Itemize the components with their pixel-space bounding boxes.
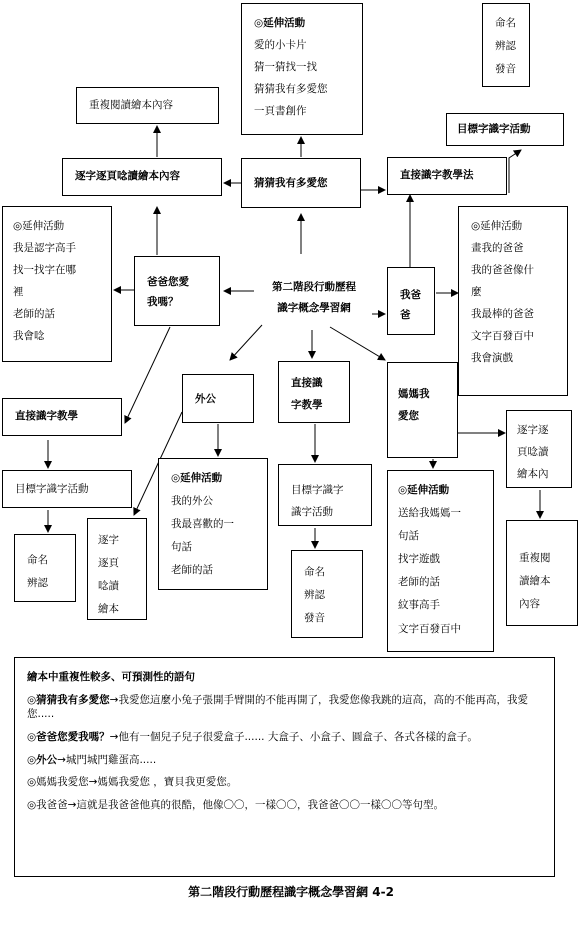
ext-left-line: 我會唸 (13, 330, 45, 343)
repeat-right-box (506, 520, 578, 626)
ext-mommy-line: 老師的話 (398, 576, 440, 589)
target-mid-box (278, 464, 372, 526)
recog-top-right-box (482, 3, 530, 87)
center-line: 識字概念學習網 (277, 302, 351, 314)
repeat-right-line: 內容 (519, 598, 540, 611)
arrow-center-waigong (230, 325, 262, 360)
pointread-bottom-line: 唸讀 (98, 580, 119, 593)
mydad-box (387, 267, 435, 335)
ext-left-line: ◎延伸活動 (13, 220, 65, 232)
recog-left-box (14, 534, 76, 602)
ext-mommy-line: 送給我媽媽一 (398, 507, 461, 520)
ext-left-box (2, 206, 112, 362)
ext-guess-line: 愛的小卡片 (254, 39, 307, 52)
ext-right-line: 文字百發百中 (471, 330, 534, 343)
ext-right-box (458, 206, 568, 396)
recog-left-line: 命名 (27, 554, 48, 566)
target-left-label: 目標字識字活動 (15, 483, 89, 495)
ext-guess-line: 猜猜我有多愛您 (254, 83, 328, 96)
pointread-bottom-box (87, 518, 147, 620)
recog-line: 發音 (495, 63, 516, 76)
note-item-bold: ◎猜猜我有多愛您 (27, 693, 110, 706)
note-item (27, 798, 544, 813)
arrow-daddylove-direct (125, 327, 170, 423)
note-item-bold: ◎外公 (27, 753, 58, 766)
note-item (27, 693, 544, 722)
ext-mommy-line: 找字遊戲 (398, 553, 440, 566)
ext-right-line: 麼 (471, 286, 482, 299)
figure-caption: 第二階段行動歷程識字概念學習網 4-2 (188, 885, 394, 899)
repeat-right-line: 重複閱 (519, 552, 551, 564)
mommy-line: 愛您 (398, 410, 419, 423)
ext-waigong-line: 我的外公 (171, 495, 213, 508)
daddy-love-line: 爸爸您愛 (147, 276, 189, 288)
ext-guess-box (241, 3, 363, 135)
daddy-love-line: 我嗎？ (147, 295, 179, 308)
recog-mid-line: 辨認 (304, 589, 325, 602)
ext-waigong-line: 老師的話 (171, 564, 213, 577)
ext-right-line: 我最棒的爸爸 (471, 308, 534, 321)
ext-waigong-line: 句話 (171, 541, 192, 554)
repeat-right-line: 讀繪本 (519, 575, 551, 588)
target-mid-line: 識字活動 (291, 506, 333, 519)
arrow-direct-target (509, 150, 521, 193)
recog-mid-box (291, 550, 363, 638)
mommy-box (387, 362, 458, 458)
ext-waigong-line: ◎延伸活動 (171, 472, 223, 484)
mommy-line: 媽媽我 (398, 388, 430, 400)
ext-mommy-line: ◎延伸活動 (398, 484, 450, 496)
ext-mommy-box (387, 470, 494, 652)
note-item (27, 775, 544, 790)
recog-mid-line: 發音 (304, 612, 325, 625)
ext-mommy-line: 句話 (398, 530, 419, 543)
pointread-bottom-line: 逐頁 (98, 557, 119, 570)
arrow-center-mommy (330, 327, 385, 360)
daddy-love-box (134, 256, 220, 326)
repeat-top-box (76, 87, 219, 124)
waigong-label: 外公 (195, 393, 216, 405)
ext-mommy-line: 紋事高手 (398, 599, 440, 612)
recog-line: 命名 (495, 17, 516, 29)
guess-label: 猜猜我有多愛您 (254, 177, 328, 189)
direct-mid-box (278, 361, 350, 423)
target-top-box (446, 113, 564, 146)
ext-mommy-line: 文字百發百中 (398, 622, 461, 635)
ext-left-line: 裡 (13, 286, 24, 299)
pointread-right-line: 頁唸讀 (517, 446, 549, 459)
target-top-label: 目標字識字活動 (457, 123, 531, 135)
ext-waigong-box (158, 458, 268, 590)
direct-top-label: 直接識字教學法 (400, 169, 474, 181)
note-item-text: →城門城門雞蛋高..... (57, 753, 157, 766)
ext-guess-line: ◎延伸活動 (254, 17, 306, 29)
recog-left-line: 辨認 (27, 577, 48, 590)
pointread-right-box (506, 410, 572, 488)
pointread-top-label: 逐字逐頁唸讀繪本內容 (75, 170, 180, 182)
mydad-line: 我爸 (400, 289, 421, 301)
direct-top-box (387, 157, 507, 195)
ext-waigong-line: 我最喜歡的一 (171, 518, 234, 531)
note-item (27, 730, 544, 745)
pointread-top-box (62, 158, 222, 196)
repeat-top-label: 重複閱讀繪本內容 (89, 99, 173, 111)
note-item-text: ◎媽媽我愛您→媽媽我愛您 ，寶貝我更愛您。 (27, 776, 238, 789)
direct-mid-line: 直接識 (291, 377, 323, 389)
note-item-text: ◎我爸爸→這就是我爸爸他真的很酷，他像〇〇，一樣〇〇，我爸爸〇〇一樣〇〇等句型。 (27, 799, 444, 812)
ext-left-line: 找一找字在哪 (13, 264, 76, 277)
target-mid-line: 目標字識字 (291, 484, 344, 496)
recog-line: 辨認 (495, 40, 516, 53)
ext-guess-line: 猜一猜找一找 (254, 61, 317, 74)
ext-right-line: ◎延伸活動 (471, 220, 523, 232)
direct-left-label: 直接識字教學 (15, 410, 78, 422)
ext-right-line: 我的爸爸像什 (471, 264, 534, 277)
note-item (27, 753, 544, 768)
direct-left-box (2, 398, 122, 436)
ext-left-line: 老師的話 (13, 308, 55, 321)
ext-guess-line: 一頁書創作 (254, 105, 307, 118)
note-item-text: →他有一個兒子兒子很愛盒子...... 大盒子、小盒子、圓盒子、各式各樣的盒子。 (109, 731, 478, 744)
guess-box (241, 158, 361, 208)
note-heading: 繪本中重複性較多、可預測性的語句 (27, 671, 195, 683)
ext-right-line: 我會演戲 (471, 352, 513, 365)
repetitive-sentences-note (14, 657, 555, 877)
note-item-bold: ◎爸爸您愛我嗎？ (27, 731, 110, 744)
note-item-text: →我愛您這麼小兔子張開手臂開的不能再開了，我愛您像我跳的這高，高的不能再高，我愛您..... (27, 693, 528, 721)
waigong-box (182, 374, 254, 423)
pointread-bottom-line: 逐字 (98, 534, 119, 546)
target-left-box (2, 470, 132, 508)
pointread-bottom-line: 繪本 (98, 603, 119, 616)
ext-left-line: 我是認字高手 (13, 242, 76, 255)
pointread-right-line: 逐字逐 (517, 424, 549, 436)
pointread-right-line: 繪本內 (517, 468, 549, 481)
mydad-line: 爸 (400, 308, 411, 321)
center-line: 第二階段行動歷程 (272, 281, 356, 293)
center-node (254, 277, 374, 319)
direct-mid-line: 字教學 (291, 399, 323, 412)
recog-mid-line: 命名 (304, 566, 325, 578)
ext-right-line: 畫我的爸爸 (471, 242, 524, 255)
